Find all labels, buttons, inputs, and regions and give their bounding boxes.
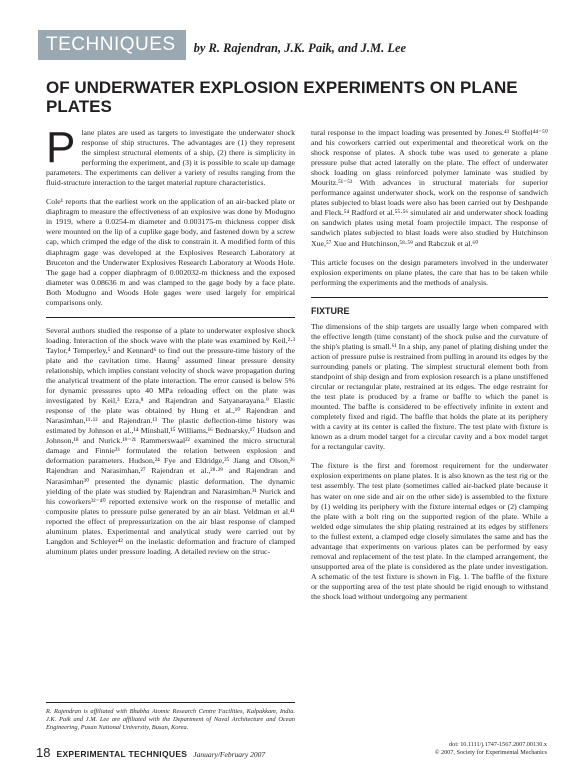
doi-block: [435, 741, 547, 757]
page-number: 18: [36, 745, 51, 760]
byline: by R. Rajendran, J.K. Paik, and J.M. Lee: [193, 40, 407, 55]
journal-name: EXPERIMENTAL TECHNIQUES: [56, 749, 188, 759]
body-paragraph: Several authors studied the response of a plate to underwater explosive shock loading. Interaction of the shock wave with the plate was examined by Keil,²·³ Taylor,⁴ Temperley,⁵ and Kennard⁶ to find out the pressure-time history of the plate and the cavitation time. Haung⁷ assumed linear pressure density relationship, which implies constant velocity of shock wave propagation during the analytical treatment of the plate interaction. The error caused is below 5% for dynamic pressures upto 40 MPa reloading effect on the plate was investigated by Keil,³ Ezra,⁸ and Rajendran and Satyanarayana.⁹ Elastic response of the plate was obtained by Hung et al.,¹⁰ Rajendran and Narasimhan,¹¹·¹² and Rajendran.¹³ The plastic deflection-time history was estimated by Johnson et al.,¹⁴ Minshall,¹⁵ Williams,¹⁶ Bednarsky,¹⁷ Hudson and Johnson,¹⁸ and Nurick.¹⁹⁻²¹ Rammerswaal²² examined the micro structural damage and Finnie²³ formulated the relation between explosion and deformation parameters. Hudson,²⁴ Fye and Eldridge,²⁵ Jiang and Olson,²⁶ Rajendran and Narasimhan,²⁷ Rajendran et al.,²⁸·²⁹ and Rajendran and Narasimhan³⁰ presented the dynamic plastic deformation. The dynamic yielding of the plate was studied by Rajendran and Narasimhan.³¹ Nurick and his coworkers³²⁻⁴⁰ reported extensive work on the response of metallic and composite plates to pressure pulse generated by an air blast. Veldman et al.⁴¹ reported the effect of prepressurization on the air blast response of clamped aluminum plates. Experimental and analytical study were carried out by Langdon and Schleyer⁴² on the inelastic deformation and fracture of clamped aluminum plates under pressure loading. A detailed review on the struc-: [46, 325, 295, 556]
divider: [46, 317, 295, 318]
page-footer: [36, 745, 265, 760]
doi: doi: 10.1111/j.1747-1567.2007.00130.x: [449, 741, 547, 748]
drop-cap: P: [46, 123, 76, 172]
divider: [311, 297, 548, 298]
article-title: OF UNDERWATER EXPLOSION EXPERIMENTS ON PLANE PLATES: [46, 78, 518, 116]
body-paragraph: The fixture is the first and foremost requirement for the underwater explosion experiments on plane plates. It is also known as the test rig or the test assembly. The test plate (sometimes called air-backed plate because it has water on one side and air on the other side) is assembled to the fixture by (1) welding its periphery with the fixture internal edges or (2) clamping the plate with a bolt ring on the supported region of the plate. While a welded edge simulates the ship plating restrained at its edges by stiffeners to the fullest extent, a clamped edge closely simulates the same and has the advantage that experiments on various plates can be performed by easy removal and replacement of the test plate. In the clamped arrangement, the unsupported area of the plate is considered as the plate under investigation. A schematic of the test fixture is shown in Fig. 1. The baffle of the fixture or the supporting area of the test plate should be rigid enough to withstand the shock load without undergoing any permanent: [311, 461, 548, 601]
body-paragraph: Cole¹ reports that the earliest work on the application of an air-backed plate or diaphragm to measure the effectiveness of an explosive was done by Modugno in 1919, where a 0.0254-m diameter and 0.003175-m thickness copper disk were mounted on the lip of a cuplike gage body, and fastened down by a screw cap, which crimped the edge of the disk to constrain it. A modified form of this diaphragm gage was developed at the Explosives Research Laboratory at Bruceton and the Underwater Explosives Research Laboratory at Woods Hole. The gage had a copper diaphragm of 0.002032-m thickness and the exposed diameter was 0.08636 m and was clamped to the gage body by a face plate. Both Modugno and Woods Hole gages were used largely for empirical comparisons only.: [46, 197, 295, 307]
body-paragraph: This article focuses on the design parameters involved in the underwater explosion experiments on plane plates, the care that has to be taken while performing the experiments and the methods of analysis.: [311, 257, 548, 287]
intro-text: lane plates are used as targets to investigate the underwater shock response of ship structures. The advantages are (1) they represent the simplest structural elements of a ship, (2) there is simplicity in performing the experiment, and (3) it is possible to scale up damage parameters. The experiments can deliver a variety of results ranging from the fluid-structure interaction to the target material rupture characteristics.: [46, 128, 295, 188]
author-affiliation: R. Rajendran is affiliated with Bhabha Atomic Research Centre Facilities, Kalpakkam, India. J.K. Paik and J.M. Lee are affiliated with the Department of Naval Architecture and Ocean Engineering, Pusan National University, Busan, Korea.: [46, 702, 295, 733]
section-tag: TECHNIQUES: [38, 30, 186, 60]
copyright: © 2007, Society for Experimental Mechanics: [434, 749, 547, 756]
page-header: [38, 30, 406, 60]
intro-paragraph: [46, 123, 295, 188]
section-heading: FIXTURE: [311, 305, 350, 316]
right-column: [311, 128, 548, 611]
body-paragraph: tural response to the impact loading was presented by Jones.⁴³ Stoffel⁴⁴⁻⁵⁰ and his coworkers carried out experimental and theoretical work on the shock response of plates. A shock tube was used to generate a plane pressure pulse that acted laterally on the plate. The effect of underwater shock loading on glass reinforced polymer laminate was studied by Mouritz.⁵¹⁻⁵³ With advances in structural materials for superior performance against underwater shock, work on the response of sandwich plates subjected to blast loads were also has been carried out by Deshpande and Fleck.⁵⁴ Radford et al.⁵⁵·⁵⁶ simulated air and underwater shock loading on sandwich plates using metal foam projectile impact. The response of sandwich plates subjected to blast loads were also studied by Hutchinson Xue,⁵⁷ Xue and Hutchinson,⁵⁸·⁵⁹ and Rabczuk et al.⁶⁰: [311, 128, 548, 248]
issue-date: January/February 2007: [193, 750, 266, 759]
left-column: [46, 123, 295, 566]
body-paragraph: The dimensions of the ship targets are usually large when compared with the effective length (time constant) of the shock pulse and the curvature of the ship's plating is small.⁶¹ In a ship, any panel of plating dishing under the action of pressure pulse is restrained from pulling in around its edges by the surrounding panels or plating. The simplest structural element both from standpoint of ship design and from explosion research is a plane unstiffened circular or rectangular plate, restrained at its edges. The edge restraint for the test plate is produced by a frame or baffle to which the panel is mounted. The baffle is considered to be effectively infinite in extent and completely fixed and rigid. The baffle that holds the plate at its periphery with a cavity at its center is called the fixture. The test plate with fixture is known as a drum model target for a circular cavity and a box model target for a rectangular cavity.: [311, 321, 548, 452]
